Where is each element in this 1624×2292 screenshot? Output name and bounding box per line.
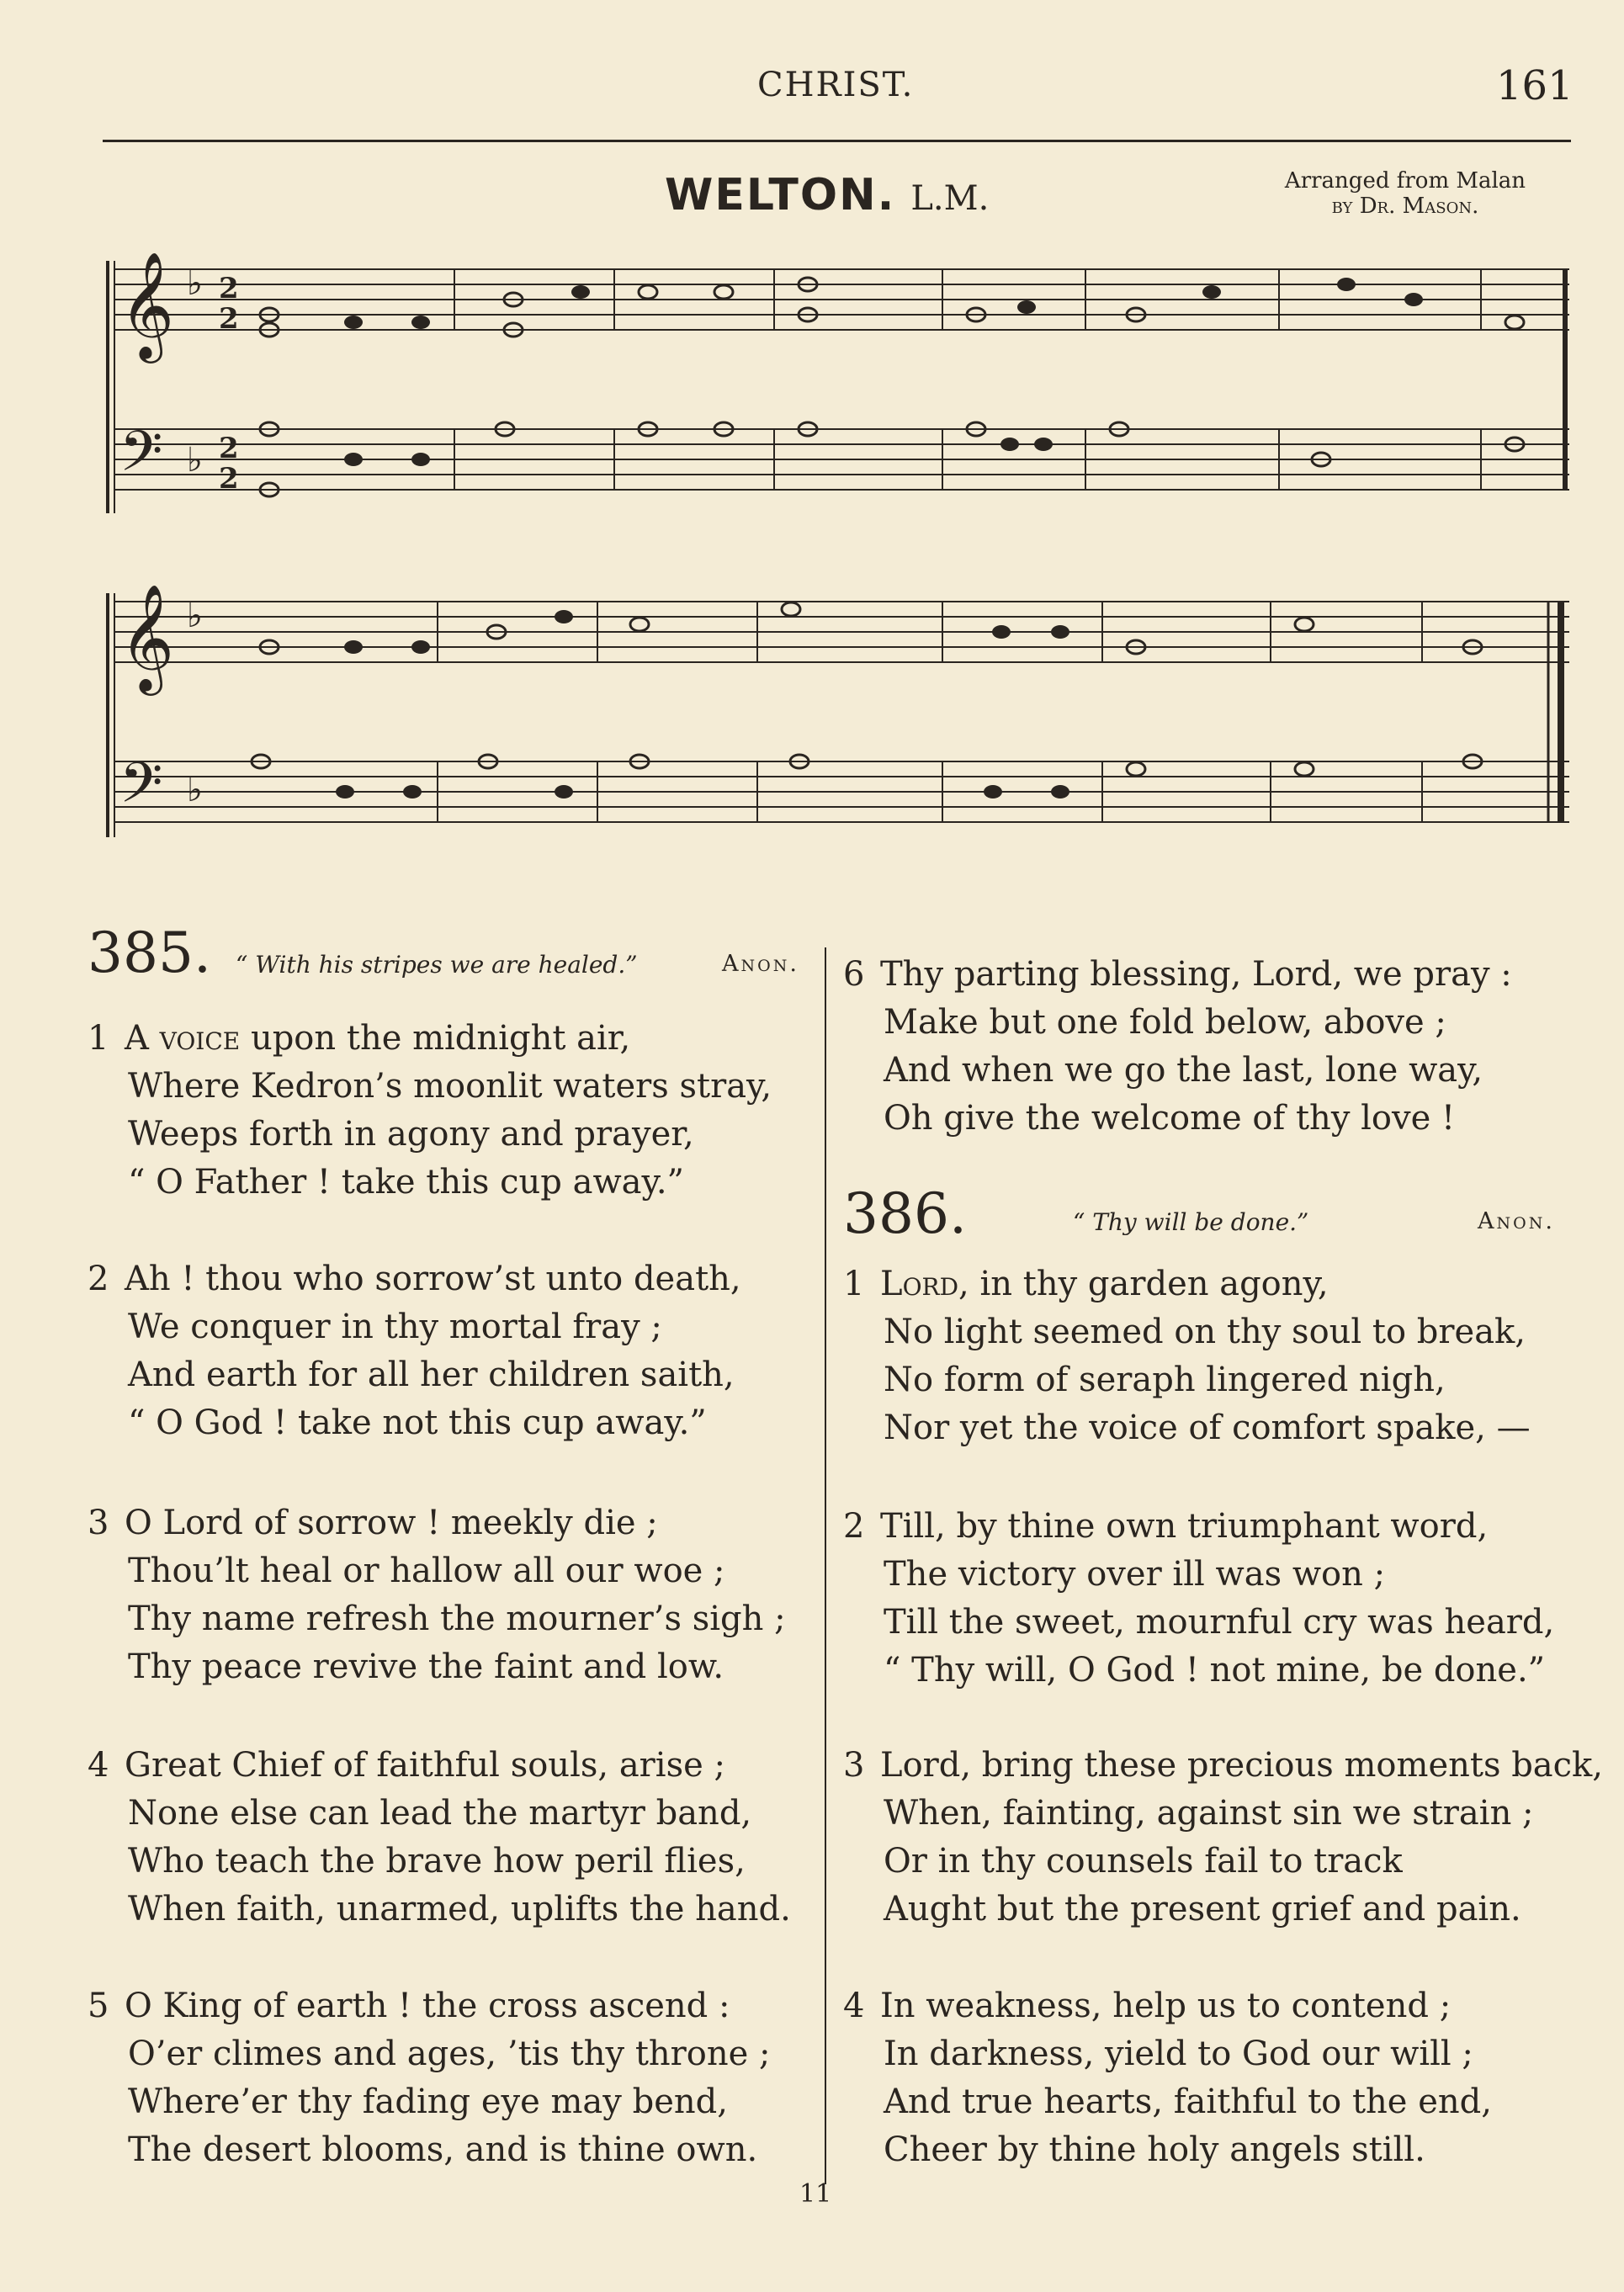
page-number: 161 — [1496, 62, 1574, 109]
stanza-line: Thy peace revive the faint and low. — [128, 1647, 724, 1686]
stanza-line: And true hearts, faithful to the end, — [884, 2082, 1492, 2121]
svg-text:𝄢: 𝄢 — [119, 751, 163, 829]
running-title: CHRIST. — [757, 66, 915, 104]
stanza-line: Nor yet the voice of comfort spake, — — [884, 1409, 1531, 1447]
stanza-line: Lord, in thy garden agony, — [880, 1265, 1329, 1303]
stanza-line: The victory over ill was won ; — [884, 1555, 1386, 1594]
tune-arranger — [1254, 168, 1557, 219]
hymn-386-author: Anon. — [1478, 1208, 1555, 1234]
svg-text:♭: ♭ — [187, 264, 203, 303]
stanza-line: Till the sweet, mournful cry was heard, — [884, 1603, 1555, 1642]
svg-text:𝄞: 𝄞 — [119, 251, 175, 358]
arranger-line-1: Arranged from Malan — [1284, 168, 1526, 194]
hymn-385-epigraph: “ With his stripes we are healed.” — [236, 951, 638, 979]
hymn-386-stanza-4 — [843, 1982, 1492, 2174]
stanza-line: No form of seraph lingered nigh, — [884, 1361, 1446, 1399]
stanza-line: Where’er thy fading eye may bend, — [128, 2082, 728, 2121]
hymn-386-stanza-2 — [843, 1503, 1554, 1695]
tune-name: WELTON. — [665, 170, 896, 220]
hymn-385-stanza-3 — [88, 1499, 786, 1691]
stanza-line: None else can lead the martyr band, — [128, 1794, 752, 1833]
hymn-386-number: 386. — [843, 1181, 967, 1246]
stanza-number: 2 — [88, 1260, 109, 1298]
stanza-number: 1 — [843, 1265, 865, 1303]
stanza-line: O King of earth ! the cross ascend : — [125, 1987, 730, 2025]
stanza-line: A voice upon the midnight air, — [125, 1019, 631, 1058]
svg-text:♭: ♭ — [187, 771, 203, 809]
stanza-line: And when we go the last, lone way, — [884, 1051, 1483, 1090]
stanza-line: O Lord of sorrow ! meekly die ; — [125, 1504, 658, 1542]
stanza-line: Or in thy counsels fail to track — [884, 1842, 1403, 1881]
svg-text:𝄞: 𝄞 — [119, 583, 175, 691]
column-divider — [825, 947, 826, 2184]
stanza-number: 3 — [843, 1746, 865, 1785]
stanza-line: Aught but the present grief and pain. — [884, 1890, 1521, 1929]
music-score — [101, 219, 1574, 875]
header-rule — [103, 140, 1571, 142]
stanza-line: Thou’lt heal or hallow all our woe ; — [128, 1552, 725, 1590]
svg-text:2: 2 — [219, 462, 239, 496]
stanza-lead: Lord, — [880, 1265, 969, 1303]
stanza-number: 3 — [88, 1504, 109, 1542]
hymn-385-stanza-4 — [88, 1742, 791, 1934]
tune-title — [665, 170, 989, 220]
stanza-line: Great Chief of faithful souls, arise ; — [125, 1746, 725, 1785]
stanza-line: Where Kedron’s moonlit waters stray, — [128, 1067, 772, 1106]
stanza-number: 5 — [88, 1987, 109, 2025]
hymn-385-author: Anon. — [722, 951, 799, 977]
hymn-385-number: 385. — [88, 921, 211, 985]
hymn-386-epigraph: “ Thy will be done.” — [1073, 1208, 1309, 1236]
stanza-line: Thy parting blessing, Lord, we pray : — [880, 955, 1512, 994]
stanza-line: The desert blooms, and is thine own. — [128, 2130, 758, 2169]
stanza-number: 1 — [88, 1019, 109, 1058]
stanza-line: We conquer in thy mortal fray ; — [128, 1308, 662, 1346]
svg-text:2: 2 — [219, 272, 239, 305]
svg-text:2: 2 — [219, 302, 239, 336]
stanza-number: 6 — [843, 955, 865, 994]
stanza-line: O’er climes and ages, ’tis thy throne ; — [128, 2035, 771, 2073]
stanza-line: “ Thy will, O God ! not mine, be done.” — [884, 1651, 1546, 1690]
stanza-line: Thy name refresh the mourner’s sigh ; — [128, 1600, 786, 1638]
hymn-385-stanza-6 — [843, 951, 1512, 1143]
stanza-line: Cheer by thine holy angels still. — [884, 2130, 1425, 2169]
stanza-line: Make but one fold below, above ; — [884, 1003, 1446, 1042]
hymn-385-stanza-1 — [88, 1015, 772, 1207]
tune-meter: L.M. — [910, 179, 990, 218]
hymn-386-stanza-1 — [843, 1260, 1531, 1452]
stanza-line: “ O God ! take not this cup away.” — [128, 1403, 707, 1442]
stanza-line: Lord, bring these precious moments back, — [880, 1746, 1604, 1785]
stanza-line: And earth for all her children saith, — [128, 1356, 735, 1394]
signature-mark: 11 — [799, 2179, 832, 2209]
svg-text:2: 2 — [219, 432, 239, 465]
hymn-385-stanza-2 — [88, 1255, 741, 1447]
stanza-line: Who teach the brave how peril flies, — [128, 1842, 746, 1881]
hymn-386-stanza-3 — [843, 1742, 1603, 1934]
stanza-line: In darkness, yield to God our will ; — [884, 2035, 1473, 2073]
stanza-line: Ah ! thou who sorrow’st unto death, — [125, 1260, 741, 1298]
stanza-line: In weakness, help us to contend ; — [880, 1987, 1452, 2025]
stanza-number: 2 — [843, 1507, 865, 1546]
stanza-line: No light seemed on thy soul to break, — [884, 1313, 1526, 1351]
svg-text:♭: ♭ — [187, 441, 203, 480]
stanza-line: Oh give the welcome of thy love ! — [884, 1099, 1456, 1138]
arranger-line-2: by Dr. Mason. — [1331, 194, 1479, 219]
svg-text:𝄢: 𝄢 — [119, 419, 163, 497]
stanza-number: 4 — [843, 1987, 865, 2025]
svg-text:♭: ♭ — [187, 597, 203, 635]
stanza-lead: A voice — [125, 1019, 241, 1058]
stanza-line: When, fainting, against sin we strain ; — [884, 1794, 1534, 1833]
stanza-line: Weeps forth in agony and prayer, — [128, 1115, 694, 1154]
stanza-line: “ O Father ! take this cup away.” — [128, 1163, 684, 1202]
stanza-line: Till, by thine own triumphant word, — [880, 1507, 1489, 1546]
hymn-385-stanza-5 — [88, 1982, 771, 2174]
stanza-line: When faith, unarmed, uplifts the hand. — [128, 1890, 791, 1929]
stanza-number: 4 — [88, 1746, 109, 1785]
